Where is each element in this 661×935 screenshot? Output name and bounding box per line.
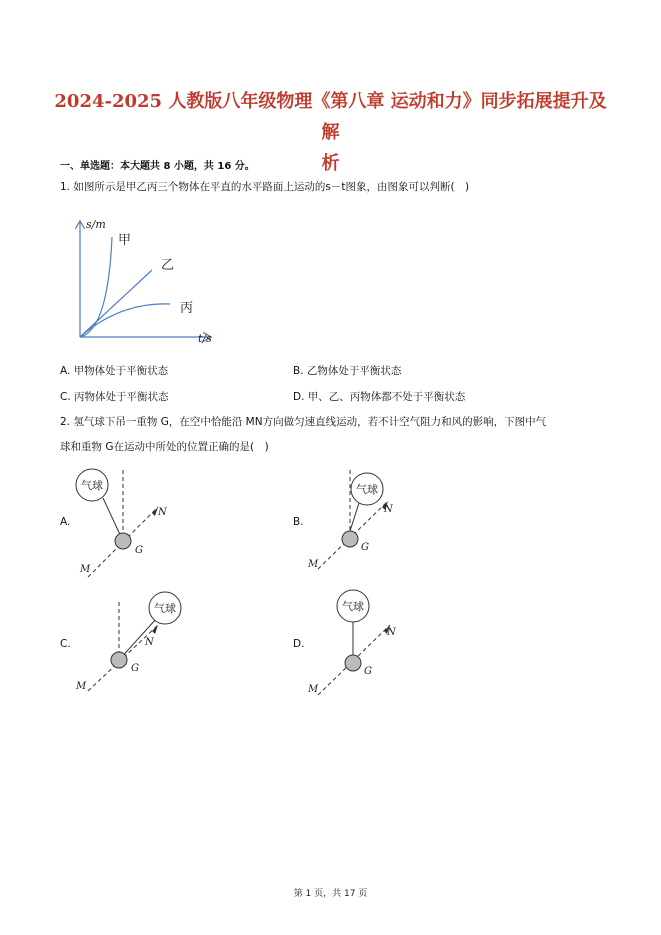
y-axis-label: s/m bbox=[86, 218, 106, 231]
q1-option-c[interactable]: C. 丙物体处于平衡状态 bbox=[60, 391, 169, 403]
q1-option-d[interactable]: D. 甲、乙、丙物体都不处于平衡状态 bbox=[293, 391, 466, 403]
label-n: N bbox=[145, 637, 154, 648]
curve-label-jia: 甲 bbox=[118, 233, 132, 248]
curve-bing bbox=[80, 304, 170, 337]
title-line-2: 析 bbox=[321, 153, 340, 174]
q2-diagram-c[interactable] bbox=[70, 587, 190, 697]
section-heading: 一、单选题：本大题共 8 小题，共 16 分。 bbox=[60, 161, 255, 172]
label-n: N bbox=[387, 627, 396, 638]
title-line-1: 2024-2025 人教版八年级物理《第八章 运动和力》同步拓展提升及解 bbox=[54, 91, 607, 143]
q2-option-d-label[interactable]: D. bbox=[293, 638, 305, 650]
balloon-label: 气球 bbox=[81, 479, 103, 492]
label-m: M bbox=[308, 684, 319, 695]
page-footer: 第 1 页，共 17 页 bbox=[293, 889, 368, 899]
label-n: N bbox=[158, 507, 167, 518]
curve-label-bing: 丙 bbox=[180, 301, 194, 316]
curve-label-yi: 乙 bbox=[161, 258, 175, 273]
question-1-text: 1. 如图所示是甲乙丙三个物体在平直的水平路面上运动的s－t图象，由图象可以判断( ) bbox=[60, 181, 470, 193]
balloon-label: 气球 bbox=[154, 602, 176, 615]
direction-arrow bbox=[152, 625, 158, 634]
label-g: G bbox=[135, 545, 143, 556]
q2-option-b-label[interactable]: B. bbox=[293, 516, 304, 528]
q2-diagram-d[interactable] bbox=[300, 587, 420, 697]
weight-g bbox=[115, 533, 131, 549]
string bbox=[350, 503, 359, 531]
q2-diagram-a[interactable] bbox=[70, 465, 190, 580]
balloon-label: 气球 bbox=[342, 600, 364, 613]
question-2-line-1: 2. 氢气球下吊一重物 G，在空中恰能沿 MN方向做匀速直线运动，若不计空气阻力和风的影响，下图中气 bbox=[60, 416, 547, 428]
question-2-line-2: 球和重物 G在运动中所处的位置正确的是( ) bbox=[60, 441, 269, 453]
weight-g bbox=[342, 531, 358, 547]
curve-yi bbox=[80, 270, 152, 337]
q2-option-c-label[interactable]: C. bbox=[60, 638, 71, 650]
label-m: M bbox=[80, 564, 91, 575]
weight-g bbox=[111, 652, 127, 668]
q2-option-a-label[interactable]: A. bbox=[60, 516, 71, 528]
label-n: N bbox=[384, 504, 393, 515]
label-g: G bbox=[361, 542, 369, 553]
q1-option-a[interactable]: A. 甲物体处于平衡状态 bbox=[60, 365, 169, 377]
q2-diagram-b[interactable] bbox=[300, 465, 420, 580]
weight-g bbox=[345, 655, 361, 671]
q1-option-b[interactable]: B. 乙物体处于平衡状态 bbox=[293, 365, 402, 377]
x-axis-label: t/s bbox=[198, 332, 212, 345]
label-m: M bbox=[308, 559, 319, 570]
label-g: G bbox=[364, 666, 372, 677]
label-g: G bbox=[131, 663, 139, 674]
label-m: M bbox=[76, 681, 87, 692]
balloon-label: 气球 bbox=[356, 483, 378, 496]
st-graph bbox=[60, 212, 230, 352]
